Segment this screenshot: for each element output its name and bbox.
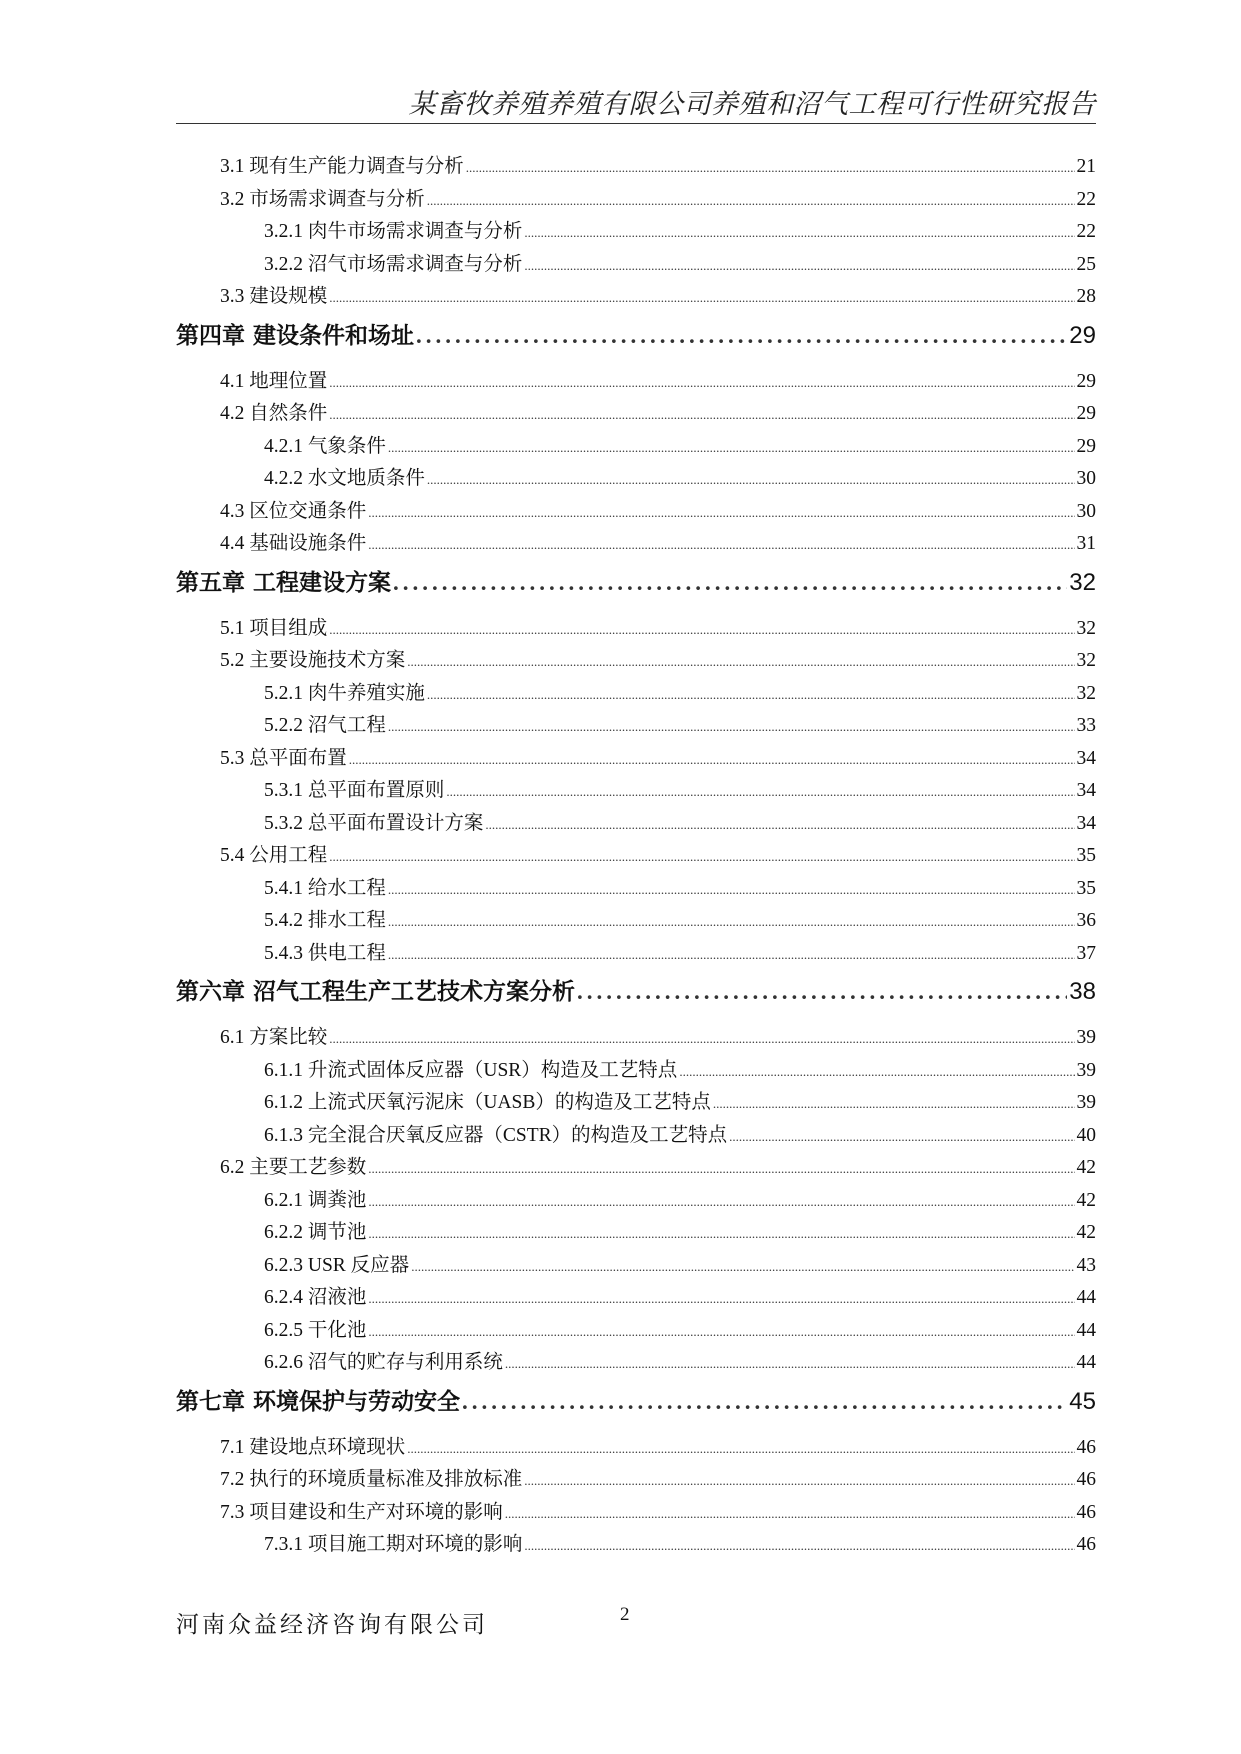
toc-entry-label: 6.2 主要工艺参数 xyxy=(220,1157,367,1178)
toc-entry-page: 44 xyxy=(1076,1352,1096,1373)
toc-dot-leader xyxy=(388,947,1075,963)
toc-dot-leader xyxy=(446,784,1074,800)
toc-dot-leader xyxy=(524,225,1074,241)
toc-entry[interactable] xyxy=(176,709,1096,742)
toc-chapter-entry[interactable] xyxy=(176,560,1096,612)
toc-entry[interactable] xyxy=(176,215,1096,248)
toc-entry-page: 21 xyxy=(1076,156,1096,177)
toc-entry-page: 25 xyxy=(1076,253,1096,275)
toc-entry[interactable] xyxy=(176,1314,1096,1347)
toc-entry[interactable] xyxy=(176,1528,1096,1561)
toc-dot-leader xyxy=(393,570,1067,596)
toc-entry-page: 46 xyxy=(1076,1501,1096,1523)
toc-entry-page: 46 xyxy=(1076,1469,1096,1490)
toc-entry-label: 3.2.1 肉牛市场需求调查与分析 xyxy=(264,221,523,242)
toc-dot-leader xyxy=(329,290,1074,306)
toc-dot-leader xyxy=(368,1194,1074,1210)
toc-entry-label: 6.1.1 升流式固体反应器（USR）构造及工艺特点 xyxy=(264,1059,678,1081)
toc-entry[interactable] xyxy=(176,397,1096,430)
toc-entry-label: 5.3.2 总平面布置设计方案 xyxy=(264,812,484,834)
footer-company: 河南众益经济咨询有限公司 xyxy=(176,1612,488,1637)
toc-entry-page: 46 xyxy=(1076,1534,1096,1555)
toc-entry-label: 7.1 建设地点环境现状 xyxy=(220,1436,406,1458)
toc-dot-leader xyxy=(329,375,1074,391)
toc-entry-label: 6.2.6 沼气的贮存与利用系统 xyxy=(264,1352,503,1373)
toc-entry-label: 5.2 主要设施技术方案 xyxy=(220,650,406,671)
toc-entry[interactable] xyxy=(176,280,1096,313)
toc-entry-label: 6.2.2 调节池 xyxy=(264,1222,367,1243)
toc-entry-page: 29 xyxy=(1069,321,1096,349)
toc-entry-label: 5.4 公用工程 xyxy=(220,845,328,866)
toc-entry[interactable] xyxy=(176,677,1096,710)
toc-entry-label: 第七章 环境保护与劳动安全 xyxy=(176,1388,461,1415)
toc-entry-page: 34 xyxy=(1076,812,1096,834)
toc-dot-leader xyxy=(577,979,1067,1005)
toc-entry-label: 6.1.2 上流式厌氧污泥床（UASB）的构造及工艺特点 xyxy=(264,1092,711,1113)
toc-entry-page: 29 xyxy=(1076,403,1096,424)
toc-dot-leader xyxy=(388,882,1075,898)
toc-entry[interactable] xyxy=(176,462,1096,495)
toc-dot-leader xyxy=(349,752,1075,768)
toc-entry-label: 3.3 建设规模 xyxy=(220,286,328,307)
toc-entry-label: 6.2.1 调粪池 xyxy=(264,1189,367,1211)
toc-dot-leader xyxy=(407,1441,1074,1457)
toc-dot-leader xyxy=(505,1356,1075,1372)
toc-dot-leader xyxy=(427,193,1075,209)
toc-entry[interactable] xyxy=(176,1184,1096,1217)
toc-entry-label: 第六章 沼气工程生产工艺技术方案分析 xyxy=(176,979,576,1005)
toc-entry-label: 5.3 总平面布置 xyxy=(220,747,347,769)
toc-entry[interactable] xyxy=(176,807,1096,840)
toc-entry[interactable] xyxy=(176,248,1096,281)
toc-dot-leader xyxy=(485,817,1074,833)
toc-entry[interactable] xyxy=(176,430,1096,463)
toc-entry-page: 30 xyxy=(1076,468,1096,489)
toc-entry[interactable] xyxy=(176,872,1096,905)
toc-dot-leader xyxy=(368,537,1074,553)
toc-dot-leader xyxy=(368,1161,1074,1177)
toc-entry-label: 5.2.2 沼气工程 xyxy=(264,715,386,736)
toc-entry[interactable] xyxy=(176,1431,1096,1464)
toc-entry[interactable] xyxy=(176,1346,1096,1379)
toc-entry-page: 44 xyxy=(1076,1319,1096,1341)
toc-entry-page: 22 xyxy=(1076,188,1096,210)
toc-dot-leader xyxy=(466,160,1075,176)
toc-entry-label: 7.3.1 项目施工期对环境的影响 xyxy=(264,1534,523,1555)
toc-entry-page: 31 xyxy=(1076,533,1096,554)
toc-dot-leader xyxy=(329,1031,1074,1047)
toc-entry-page: 42 xyxy=(1076,1222,1096,1243)
toc-dot-leader xyxy=(713,1096,1075,1112)
toc-entry-label: 4.2.2 水文地质条件 xyxy=(264,468,425,489)
toc-entry-label: 6.2.5 干化池 xyxy=(264,1319,367,1341)
toc-entry-label: 5.4.1 给水工程 xyxy=(264,877,386,899)
toc-dot-leader xyxy=(368,1324,1074,1340)
toc-dot-leader xyxy=(416,323,1067,349)
toc-entry-page: 35 xyxy=(1076,877,1096,899)
toc-entry-page: 42 xyxy=(1076,1189,1096,1211)
toc-dot-leader xyxy=(411,1259,1074,1275)
toc-entry-label: 5.3.1 总平面布置原则 xyxy=(264,780,445,801)
toc-entry[interactable] xyxy=(176,612,1096,645)
toc-entry-page: 37 xyxy=(1076,942,1096,964)
toc-dot-leader xyxy=(505,1506,1075,1522)
toc-entry-label: 5.2.1 肉牛养殖实施 xyxy=(264,682,425,704)
toc-entry-label: 4.3 区位交通条件 xyxy=(220,500,367,522)
toc-dot-leader xyxy=(329,622,1074,638)
toc-dot-leader xyxy=(329,849,1074,865)
toc-entry-label: 3.2 市场需求调查与分析 xyxy=(220,188,425,210)
toc-dot-leader xyxy=(368,505,1074,521)
toc-entry-page: 43 xyxy=(1076,1254,1096,1276)
toc-entry-page: 35 xyxy=(1076,845,1096,866)
toc-entry-page: 34 xyxy=(1076,780,1096,801)
toc-entry[interactable] xyxy=(176,365,1096,398)
toc-entry-page: 38 xyxy=(1069,978,1096,1005)
toc-entry-page: 29 xyxy=(1076,435,1096,457)
toc-entry-label: 6.2.3 USR 反应器 xyxy=(264,1254,410,1276)
toc-entry[interactable] xyxy=(176,1054,1096,1087)
toc-entry-page: 22 xyxy=(1076,221,1096,242)
toc-dot-leader xyxy=(524,1538,1074,1554)
toc-entry[interactable] xyxy=(176,1281,1096,1314)
toc-entry[interactable] xyxy=(176,644,1096,677)
toc-entry-page: 29 xyxy=(1076,370,1096,392)
toc-entry[interactable] xyxy=(176,1249,1096,1282)
toc-entry[interactable] xyxy=(176,1021,1096,1054)
toc-entry-page: 33 xyxy=(1076,715,1096,736)
toc-entry-page: 34 xyxy=(1076,747,1096,769)
toc-dot-leader xyxy=(329,407,1074,423)
toc-entry-page: 32 xyxy=(1076,617,1096,639)
toc-entry-page: 39 xyxy=(1076,1059,1096,1081)
toc-entry-page: 32 xyxy=(1069,568,1096,596)
toc-entry-label: 4.2 自然条件 xyxy=(220,403,328,424)
toc-entry-page: 42 xyxy=(1076,1157,1096,1178)
toc-entry[interactable] xyxy=(176,1216,1096,1249)
toc-entry[interactable] xyxy=(176,1151,1096,1184)
toc-entry[interactable] xyxy=(176,1463,1096,1496)
toc-entry-label: 7.2 执行的环境质量标准及排放标准 xyxy=(220,1469,523,1490)
toc-entry[interactable] xyxy=(176,742,1096,775)
toc-entry-page: 44 xyxy=(1076,1287,1096,1308)
toc-entry-page: 28 xyxy=(1076,286,1096,307)
toc-entry-label: 3.1 现有生产能力调查与分析 xyxy=(220,156,464,177)
toc-entry-label: 5.4.2 排水工程 xyxy=(264,910,386,931)
toc-entry-label: 第四章 建设条件和场址 xyxy=(176,322,415,349)
toc-entry-page: 36 xyxy=(1076,910,1096,931)
toc-entry-label: 5.4.3 供电工程 xyxy=(264,942,386,964)
toc-dot-leader xyxy=(368,1226,1074,1242)
toc-entry-page: 39 xyxy=(1076,1092,1096,1113)
toc-entry-page: 45 xyxy=(1069,1387,1096,1415)
toc-dot-leader xyxy=(729,1129,1074,1145)
toc-entry[interactable] xyxy=(176,937,1096,970)
toc-chapter-entry[interactable] xyxy=(176,313,1096,365)
toc-dot-leader xyxy=(524,1473,1074,1489)
toc-entry[interactable] xyxy=(176,495,1096,528)
toc-chapter-entry[interactable] xyxy=(176,1379,1096,1431)
toc-entry-page: 40 xyxy=(1076,1124,1096,1146)
toc-dot-leader xyxy=(407,654,1074,670)
toc-entry-label: 第五章 工程建设方案 xyxy=(176,569,392,596)
toc-entry-label: 4.1 地理位置 xyxy=(220,370,328,392)
header-divider xyxy=(176,123,1096,124)
toc-entry-label: 6.1.3 完全混合厌氧反应器（CSTR）的构造及工艺特点 xyxy=(264,1124,728,1146)
toc-entry[interactable] xyxy=(176,183,1096,216)
toc-entry[interactable] xyxy=(176,150,1096,183)
toc-entry[interactable] xyxy=(176,1086,1096,1119)
toc-entry-label: 6.2.4 沼液池 xyxy=(264,1287,367,1308)
toc-chapter-entry[interactable] xyxy=(176,969,1096,1021)
toc-entry[interactable] xyxy=(176,774,1096,807)
toc-entry[interactable] xyxy=(176,839,1096,872)
toc-dot-leader xyxy=(524,258,1074,274)
toc-entry-page: 39 xyxy=(1076,1027,1096,1048)
table-of-contents xyxy=(176,150,1096,1561)
page-header-title: 某畜牧养殖养殖有限公司养殖和沼气工程可行性研究报告 xyxy=(408,89,1096,119)
footer-page-number: 2 xyxy=(620,1604,630,1625)
toc-entry-page: 32 xyxy=(1076,650,1096,671)
toc-entry-label: 6.1 方案比较 xyxy=(220,1027,328,1048)
toc-entry-label: 4.2.1 气象条件 xyxy=(264,435,386,457)
toc-entry[interactable] xyxy=(176,527,1096,560)
toc-entry-page: 46 xyxy=(1076,1436,1096,1458)
toc-dot-leader xyxy=(462,1389,1067,1415)
toc-dot-leader xyxy=(427,687,1075,703)
toc-entry-label: 7.3 项目建设和生产对环境的影响 xyxy=(220,1501,503,1523)
toc-dot-leader xyxy=(368,1291,1074,1307)
toc-entry-label: 3.2.2 沼气市场需求调查与分析 xyxy=(264,253,523,275)
toc-dot-leader xyxy=(427,472,1075,488)
toc-dot-leader xyxy=(679,1064,1074,1080)
toc-entry[interactable] xyxy=(176,1119,1096,1152)
toc-dot-leader xyxy=(388,719,1075,735)
toc-dot-leader xyxy=(388,914,1075,930)
toc-entry[interactable] xyxy=(176,904,1096,937)
toc-entry-page: 30 xyxy=(1076,500,1096,522)
toc-entry[interactable] xyxy=(176,1496,1096,1529)
toc-dot-leader xyxy=(388,440,1075,456)
toc-entry-page: 32 xyxy=(1076,682,1096,704)
toc-entry-label: 5.1 项目组成 xyxy=(220,617,328,639)
toc-entry-label: 4.4 基础设施条件 xyxy=(220,533,367,554)
